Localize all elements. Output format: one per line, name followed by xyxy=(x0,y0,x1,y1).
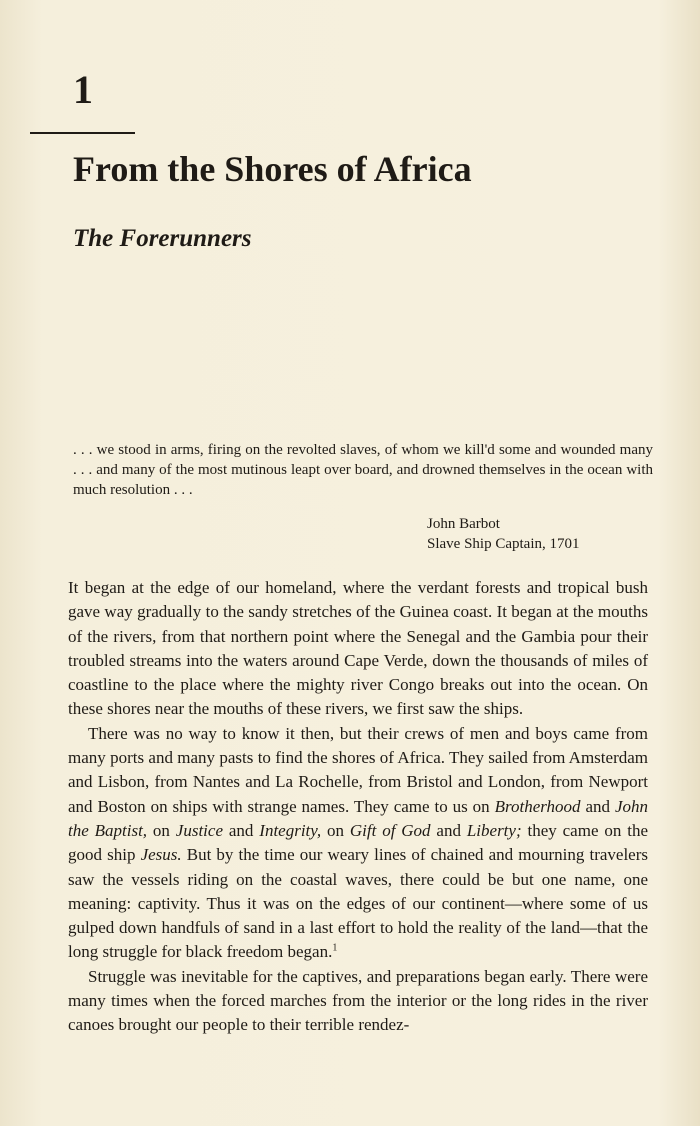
ship-name-brotherhood: Brotherhood xyxy=(494,796,581,816)
paragraph-2-text-g: they came on the good ship xyxy=(68,820,648,865)
epigraph-quote: . . . we stood in arms, firing on the revolted slaves, of whom we kill'd some and wounded many . . . and many of the most mutinous leapt over board, and drowned themselves in the ocean with much resolution . . . xyxy=(73,442,653,498)
ship-name-john-the-baptist: John the Baptist, xyxy=(68,796,649,840)
paragraph-3: Struggle was inevitable for the captives, and preparations began early. There were many times when the forced marches from the interior or the long rides in the river canoes brought our people to their terrible rendez- xyxy=(68,966,648,1035)
body-text xyxy=(68,576,648,1038)
paragraph-2-text-e: on xyxy=(321,820,350,840)
paragraph-2-text-f: and xyxy=(430,820,467,840)
chapter-number: 1 xyxy=(73,67,93,112)
paragraph-2-text-h: But by the time our weary lines of chained and mourning travelers saw the vessels riding on the coastal waves, there could be but one name, one meaning: captivity. Thus it was on the edges of our continent—where some of us gulped down handfuls of sand in a last effort to hold the reality of the land—that the long struggle for black freedom began. xyxy=(68,845,648,962)
ship-name-integrity: Integrity, xyxy=(259,820,322,840)
footnote-marker[interactable]: 1 xyxy=(332,942,338,954)
ship-name-justice: Justice xyxy=(175,820,223,840)
paragraph-1: It began at the edge of our homeland, where the verdant forests and tropical bush gave way gradually to the sandy stretches of the Guinea coast. It began at the mouths of the rivers, from that northern point where the Senegal and the Gambia pour their troubled streams into the waters around Cape Verde, down the thousands of miles of coastline to the place where the mighty river Congo breaks out into the ocean. On these shores near the mouths of these rivers, we first saw the ships. xyxy=(68,578,648,719)
paragraph-2 xyxy=(68,722,648,965)
chapter-title: From the Shores of Africa xyxy=(73,149,472,189)
epigraph-author: John Barbot xyxy=(427,516,500,532)
ship-name-jesus: Jesus. xyxy=(140,845,182,865)
epigraph-attribution xyxy=(427,514,580,554)
ship-name-liberty: Liberty; xyxy=(466,820,522,840)
paragraph-2-text-d: and xyxy=(223,820,260,840)
paragraph-2-text-b: and xyxy=(580,796,615,816)
epigraph xyxy=(73,440,653,500)
chapter-rule xyxy=(30,132,135,134)
epigraph-role: Slave Ship Captain, 1701 xyxy=(427,536,580,552)
paragraph-2-text-a: There was no way to know it then, but their crews of men and boys came from many ports and many pasts to find the shores of Africa. They sailed from Amsterdam and Lisbon, from Nantes and La Rochelle, from Bristol and London, from Newport and Boston on ships with strange names. They came to us on xyxy=(68,723,648,816)
ship-name-gift-of-god: Gift of God xyxy=(349,820,431,840)
paragraph-2-text-c: on xyxy=(147,820,176,840)
section-title: The Forerunners xyxy=(73,225,252,252)
